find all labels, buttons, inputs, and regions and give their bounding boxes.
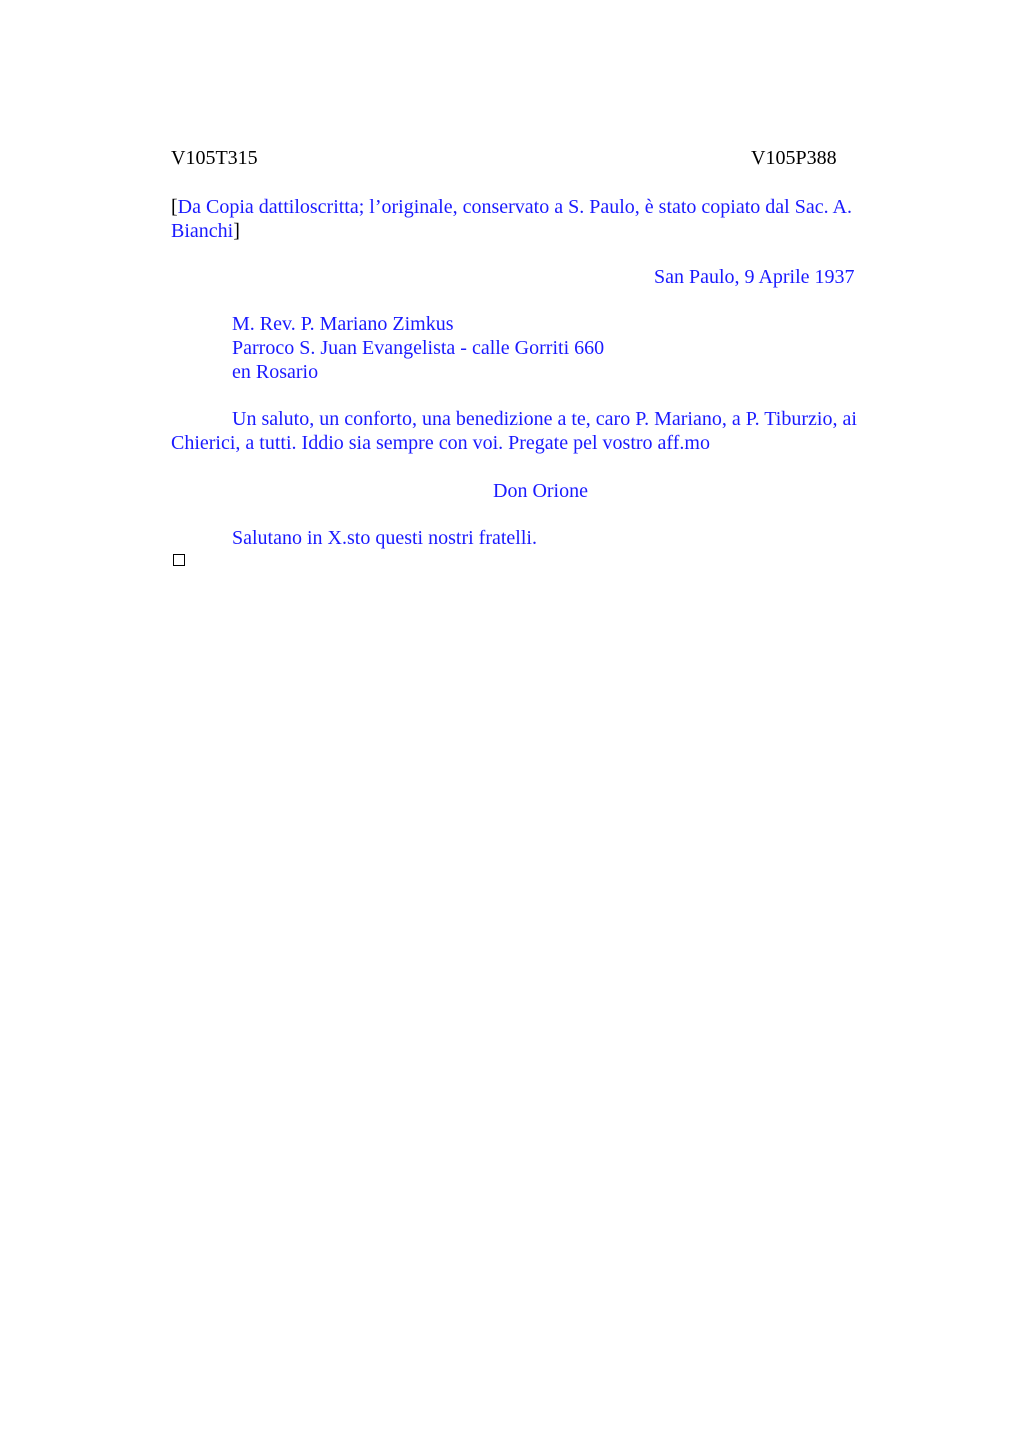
document-code-right: V105P388 <box>751 147 837 169</box>
recipient-parish: Parroco S. Juan Evangelista - calle Gorriti 660 <box>232 337 605 359</box>
recipient-city: en Rosario <box>232 361 319 383</box>
letter-body: Un saluto, un conforto, una benedizione a te, caro P. Mariano, a P. Tiburzio, ai Chierici, a tutti. Iddio sia sempre con voi. Pregate pel vostro aff.mo <box>171 408 857 454</box>
letter-signature: Don Orione <box>493 480 588 502</box>
letter-place-date: San Paulo, 9 Aprile 1937 <box>654 266 855 288</box>
letter-recipient <box>232 312 604 384</box>
letter-postscript: Salutano in X.sto questi nostri fratelli. <box>232 527 537 549</box>
source-note <box>171 195 884 243</box>
source-note-text: Da Copia dattiloscritta; l’originale, conservato a S. Paulo, è stato copiato dal Sac. A. Bianchi <box>171 196 852 242</box>
source-note-open-bracket: [ <box>171 196 178 218</box>
recipient-name: M. Rev. P. Mariano Zimkus <box>232 313 454 335</box>
source-note-close-bracket: ] <box>233 220 240 242</box>
end-marker-box-icon <box>173 554 185 566</box>
document-code-left: V105T315 <box>171 147 258 169</box>
